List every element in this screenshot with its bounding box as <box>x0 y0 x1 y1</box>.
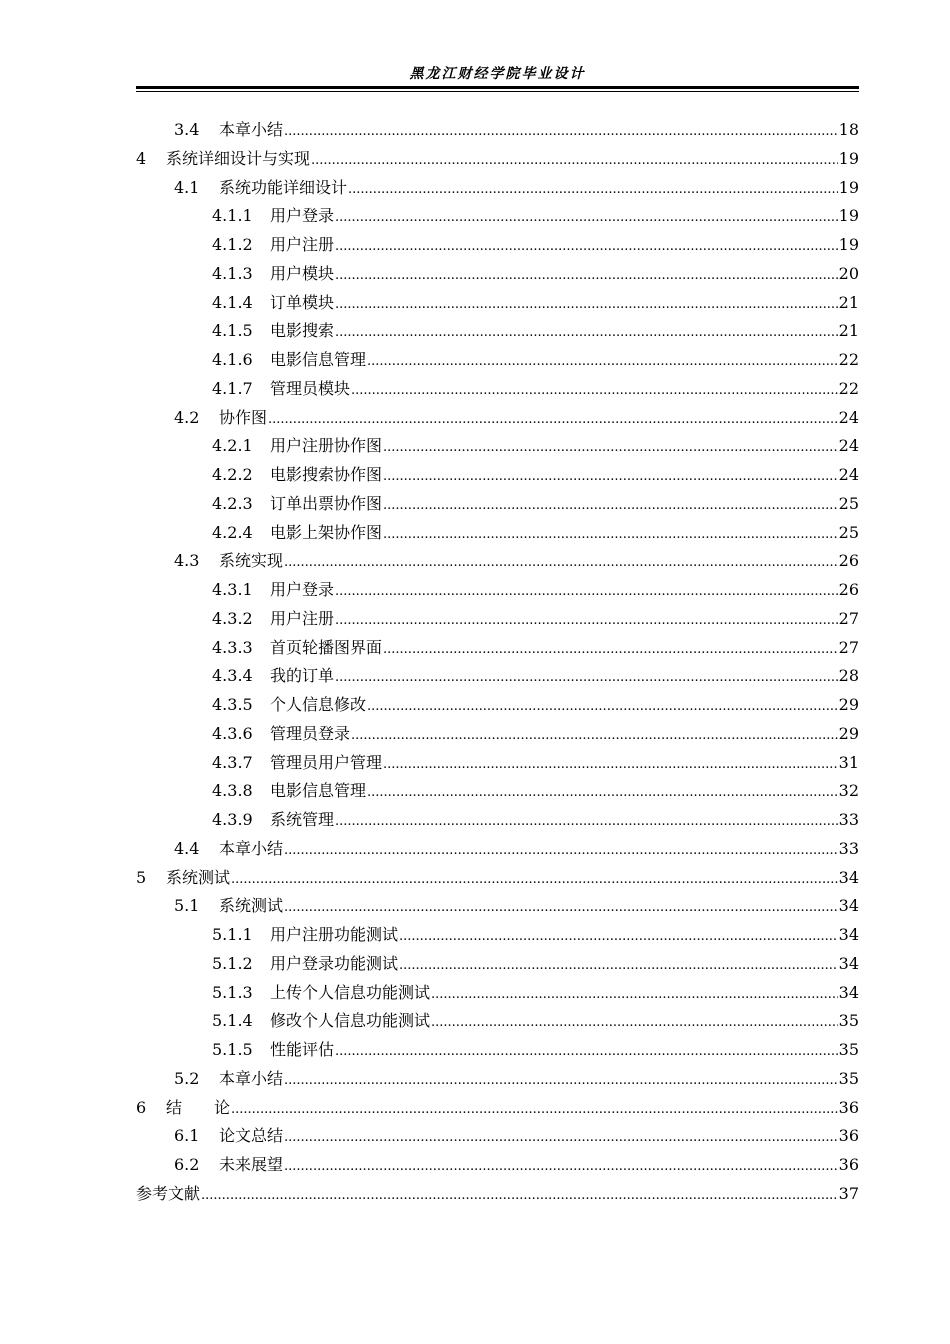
toc-entry[interactable] <box>136 720 859 749</box>
toc-entry-number: 4.1.1 <box>212 206 253 226</box>
toc-entry-number: 4.1.7 <box>212 378 253 398</box>
toc-entry-number: 4.3.2 <box>212 608 253 628</box>
toc-dot-leader <box>383 463 838 492</box>
toc-entry-title: 用户注册 <box>270 235 335 254</box>
toc-entry[interactable] <box>136 1122 859 1151</box>
toc-entry[interactable] <box>136 145 859 174</box>
toc-entry-number: 4 <box>136 148 147 168</box>
toc-entry[interactable] <box>136 634 859 663</box>
toc-entry-title: 本章小结 <box>219 838 284 858</box>
toc-entry-title: 用户登录功能测试 <box>270 953 399 973</box>
toc-dot-leader <box>335 1038 838 1067</box>
toc-entry-title: 电影上架协作图 <box>270 522 383 542</box>
toc-entry-title: 电影信息管理 <box>270 350 367 369</box>
toc-entry[interactable] <box>136 289 859 318</box>
toc-entry-number: 4.3.7 <box>212 752 253 772</box>
toc-entry[interactable] <box>136 605 859 634</box>
toc-dot-leader <box>399 923 838 952</box>
toc-entry-number: 6.1 <box>174 1126 200 1146</box>
toc-entry-number: 5.1.4 <box>212 1011 253 1031</box>
toc-entry-number: 4.3.1 <box>212 580 253 599</box>
toc-entry-page-number: 19 <box>838 148 859 168</box>
toc-entry-page-number: 18 <box>838 120 859 139</box>
toc-dot-leader <box>335 291 838 320</box>
toc-dot-leader <box>367 779 838 808</box>
toc-entry-page-number: 32 <box>838 781 859 801</box>
toc-entry-page-number: 19 <box>838 206 859 226</box>
toc-entry-page-number: 28 <box>838 666 859 686</box>
toc-entry-title: 订单出票协作图 <box>270 493 383 513</box>
toc-entry-page-number: 24 <box>838 407 859 427</box>
toc-entry-number: 4.3.4 <box>212 666 253 686</box>
toc-dot-leader <box>335 664 838 693</box>
toc-entry-title: 系统管理 <box>270 810 335 829</box>
toc-entry-title: 本章小结 <box>219 1068 284 1088</box>
toc-entry-title: 系统详细设计与实现 <box>166 148 311 168</box>
toc-entry-number: 4.3.9 <box>212 810 253 829</box>
toc-entry-number: 4.2.2 <box>212 465 253 484</box>
toc-dot-leader <box>335 607 838 636</box>
toc-entry-title: 管理员登录 <box>270 723 351 743</box>
toc-entry-number: 4.1.6 <box>212 350 253 369</box>
toc-dot-leader <box>383 521 838 550</box>
toc-entry-number: 3.4 <box>174 120 200 139</box>
toc-entry-page-number: 36 <box>838 1126 859 1146</box>
toc-entry[interactable] <box>136 375 859 404</box>
toc-entry-page-number: 22 <box>838 350 859 369</box>
toc-entry-number: 5 <box>136 867 147 887</box>
toc-dot-leader <box>335 233 838 262</box>
toc-entry-number: 4.1.5 <box>212 321 253 341</box>
toc-entry[interactable] <box>136 979 859 1008</box>
table-of-contents <box>136 116 859 1209</box>
toc-entry-title: 论文总结 <box>219 1126 284 1146</box>
toc-entry-title: 结 论 <box>166 1097 231 1117</box>
toc-entry-title: 用户注册 <box>270 608 335 628</box>
toc-entry-title: 个人信息修改 <box>270 695 367 714</box>
toc-entry-title: 系统测试 <box>166 867 231 887</box>
toc-entry-title: 未来展望 <box>219 1155 284 1174</box>
toc-entry-title: 管理员模块 <box>270 378 351 398</box>
toc-entry[interactable] <box>136 317 859 346</box>
toc-entry-title: 上传个人信息功能测试 <box>270 982 431 1002</box>
toc-entry-title: 性能评估 <box>270 1040 335 1059</box>
toc-entry-number: 6.2 <box>174 1155 200 1174</box>
toc-entry[interactable] <box>136 461 859 490</box>
toc-entry[interactable] <box>136 202 859 231</box>
toc-dot-leader <box>335 204 838 233</box>
toc-dot-leader <box>399 952 838 981</box>
toc-entry-page-number: 19 <box>838 177 859 197</box>
toc-entry-title: 订单模块 <box>270 292 335 312</box>
toc-entry-page-number: 35 <box>838 1011 859 1031</box>
toc-dot-leader <box>284 1124 838 1153</box>
toc-entry-number: 4.3.8 <box>212 781 253 801</box>
toc-entry-title: 协作图 <box>219 407 268 427</box>
toc-entry[interactable] <box>136 662 859 691</box>
toc-entry-page-number: 37 <box>838 1183 859 1203</box>
toc-entry[interactable] <box>136 490 859 519</box>
toc-entry-number: 4.2.4 <box>212 522 253 542</box>
toc-entry-page-number: 33 <box>838 810 859 829</box>
toc-entry-title: 首页轮播图界面 <box>270 637 383 657</box>
toc-entry[interactable] <box>136 1151 859 1180</box>
header-title: 黑龙江财经学院毕业设计 <box>409 66 586 82</box>
toc-dot-leader <box>284 894 838 923</box>
toc-dot-leader <box>231 1096 838 1125</box>
toc-dot-leader <box>383 492 838 521</box>
toc-entry-number: 5.1.3 <box>212 982 253 1002</box>
toc-entry[interactable] <box>136 547 859 576</box>
toc-entry-page-number: 27 <box>838 608 859 628</box>
toc-dot-leader <box>351 377 838 406</box>
toc-entry-number: 4.2 <box>174 407 200 427</box>
toc-entry[interactable] <box>136 921 859 950</box>
toc-dot-leader <box>201 1182 838 1211</box>
toc-entry[interactable] <box>136 806 859 835</box>
toc-entry[interactable] <box>136 777 859 806</box>
toc-entry-page-number: 35 <box>838 1068 859 1088</box>
toc-entry-title: 电影搜索协作图 <box>270 465 383 484</box>
toc-entry[interactable] <box>136 1094 859 1123</box>
toc-entry-page-number: 29 <box>838 723 859 743</box>
toc-entry[interactable] <box>136 950 859 979</box>
toc-entry-page-number: 25 <box>838 522 859 542</box>
toc-entry[interactable] <box>136 1007 859 1036</box>
toc-dot-leader <box>231 866 838 895</box>
toc-entry-page-number: 19 <box>838 235 859 254</box>
toc-entry-page-number: 25 <box>838 493 859 513</box>
toc-dot-leader <box>335 262 838 291</box>
toc-entry-page-number: 34 <box>838 867 859 887</box>
toc-dot-leader <box>351 722 838 751</box>
toc-entry-number: 4.4 <box>174 838 200 858</box>
toc-entry-page-number: 26 <box>838 580 859 599</box>
toc-entry-title: 本章小结 <box>219 120 284 139</box>
toc-dot-leader <box>367 348 838 377</box>
page-header <box>136 64 859 92</box>
toc-entry-number: 5.1 <box>174 896 200 916</box>
toc-entry-title: 系统实现 <box>219 551 284 571</box>
toc-dot-leader <box>268 406 838 435</box>
toc-entry-page-number: 33 <box>838 838 859 858</box>
toc-dot-leader <box>383 751 838 780</box>
toc-entry-page-number: 36 <box>838 1155 859 1174</box>
toc-dot-leader <box>431 1009 838 1038</box>
toc-entry-page-number: 34 <box>838 896 859 916</box>
toc-entry[interactable] <box>136 346 859 375</box>
toc-entry-page-number: 22 <box>838 378 859 398</box>
toc-dot-leader <box>367 693 838 722</box>
toc-entry-page-number: 31 <box>838 752 859 772</box>
toc-entry-number: 5.1.2 <box>212 953 253 973</box>
toc-dot-leader <box>348 176 838 205</box>
toc-entry[interactable] <box>136 116 859 145</box>
toc-entry-number: 5.1.5 <box>212 1040 253 1059</box>
toc-entry[interactable] <box>136 892 859 921</box>
toc-entry-number: 4.3.5 <box>212 695 253 714</box>
toc-entry[interactable] <box>136 691 859 720</box>
toc-entry-page-number: 24 <box>838 465 859 484</box>
toc-entry[interactable] <box>136 231 859 260</box>
toc-entry[interactable] <box>136 404 859 433</box>
toc-dot-leader <box>284 118 838 147</box>
toc-entry-title: 用户登录 <box>270 580 335 599</box>
toc-entry-page-number: 29 <box>838 695 859 714</box>
toc-entry-number: 4.3 <box>174 551 200 571</box>
header-rule-thick <box>136 86 859 89</box>
toc-entry[interactable] <box>136 576 859 605</box>
toc-entry-number: 4.1.3 <box>212 263 253 283</box>
toc-entry-number: 5.2 <box>174 1068 200 1088</box>
toc-dot-leader <box>383 636 838 665</box>
toc-entry-title: 参考文献 <box>136 1183 201 1203</box>
toc-dot-leader <box>284 837 838 866</box>
toc-dot-leader <box>284 549 838 578</box>
toc-entry-title: 系统测试 <box>219 896 284 916</box>
toc-entry-number: 5.1.1 <box>212 925 253 944</box>
toc-entry-title: 电影搜索 <box>270 321 335 341</box>
toc-entry-title: 用户注册协作图 <box>270 436 383 456</box>
toc-entry-page-number: 34 <box>838 925 859 944</box>
toc-dot-leader <box>335 319 838 348</box>
toc-entry-title: 用户登录 <box>270 206 335 226</box>
toc-entry-number: 4.1.2 <box>212 235 253 254</box>
toc-entry-number: 4.3.6 <box>212 723 253 743</box>
toc-dot-leader <box>383 434 838 463</box>
toc-entry-page-number: 35 <box>838 1040 859 1059</box>
toc-entry-title: 管理员用户管理 <box>270 752 383 772</box>
toc-entry[interactable] <box>136 174 859 203</box>
toc-dot-leader <box>431 981 838 1010</box>
toc-entry-page-number: 27 <box>838 637 859 657</box>
toc-entry-page-number: 26 <box>838 551 859 571</box>
toc-dot-leader <box>311 147 838 176</box>
toc-entry-page-number: 34 <box>838 953 859 973</box>
toc-entry-page-number: 24 <box>838 436 859 456</box>
toc-entry-title: 电影信息管理 <box>270 781 367 801</box>
toc-entry-title: 系统功能详细设计 <box>219 177 348 197</box>
toc-dot-leader <box>284 1067 838 1096</box>
toc-dot-leader <box>335 578 838 607</box>
toc-entry-page-number: 34 <box>838 982 859 1002</box>
toc-entry[interactable] <box>136 1180 859 1209</box>
toc-entry[interactable] <box>136 1036 859 1065</box>
toc-entry-number: 4.3.3 <box>212 637 253 657</box>
toc-entry-title: 我的订单 <box>270 666 335 686</box>
header-rule-thin <box>136 91 859 92</box>
toc-entry-number: 4.2.3 <box>212 493 253 513</box>
toc-dot-leader <box>284 1153 838 1182</box>
toc-entry[interactable] <box>136 835 859 864</box>
toc-entry[interactable] <box>136 519 859 548</box>
toc-entry[interactable] <box>136 864 859 893</box>
toc-entry-number: 4.1.4 <box>212 292 253 312</box>
toc-entry-title: 修改个人信息功能测试 <box>270 1011 431 1031</box>
toc-entry-title: 用户模块 <box>270 263 335 283</box>
toc-entry-number: 6 <box>136 1097 147 1117</box>
toc-dot-leader <box>335 808 838 837</box>
toc-entry[interactable] <box>136 260 859 289</box>
toc-entry-page-number: 20 <box>838 263 859 283</box>
toc-entry-title: 用户注册功能测试 <box>270 925 399 944</box>
toc-entry-number: 4.2.1 <box>212 436 253 456</box>
toc-entry-number: 4.1 <box>174 177 200 197</box>
toc-entry-page-number: 21 <box>838 321 859 341</box>
toc-entry[interactable] <box>136 1065 859 1094</box>
toc-entry[interactable] <box>136 749 859 778</box>
toc-entry-page-number: 36 <box>838 1097 859 1117</box>
toc-entry[interactable] <box>136 432 859 461</box>
toc-entry-page-number: 21 <box>838 292 859 312</box>
